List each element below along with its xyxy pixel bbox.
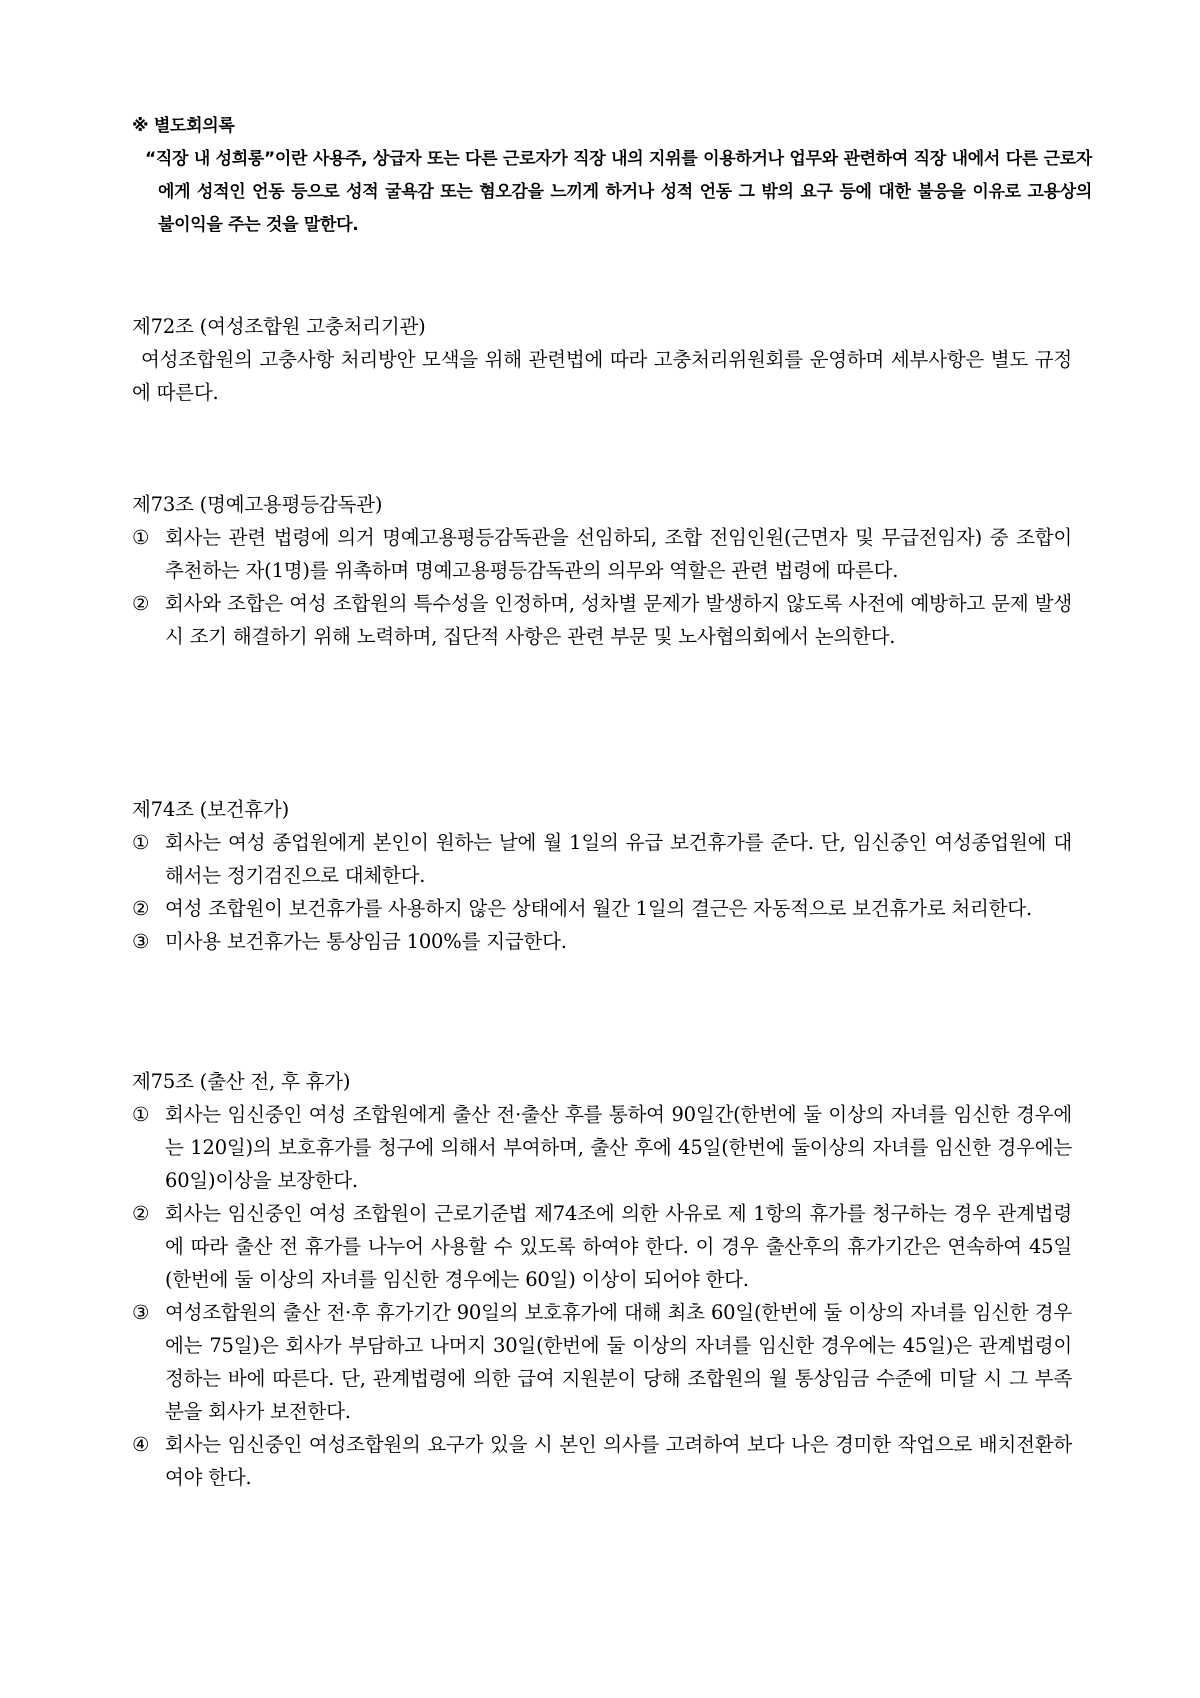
article-72 bbox=[132, 310, 1072, 409]
clause-item bbox=[132, 587, 1072, 653]
article-75 bbox=[132, 1065, 1072, 1494]
clause-number: ② bbox=[132, 897, 150, 920]
article-text: 여성조합원의 고충사항 처리방안 모색을 위해 관련법에 따라 고충처리위원회를 운영하며 세부사항은 별도 규정에 따른다. bbox=[132, 348, 1072, 404]
clause-item bbox=[132, 925, 1072, 958]
clause-item bbox=[132, 521, 1072, 587]
clause-number: ① bbox=[132, 1103, 150, 1126]
clause-text: 회사는 임신중인 여성 조합원에게 출산 전·출산 후를 통하여 90일간(한번에 둘 이상의 자녀를 임신한 경우에는 120일)의 보호휴가를 청구에 의해서 부여하며, 출산 후에 45일(한번에 둘이상의 자녀를 임신한 경우에는 60일)이상을 보장한다. bbox=[165, 1103, 1072, 1192]
note-body: “직장 내 성희롱”이란 사용주, 상급자 또는 다른 근로자가 직장 내의 지위를 이용하거나 업무와 관련하여 직장 내에서 다른 근로자에게 성적인 언동 등으로 성적 굴욕감 또는 혐오감을 느끼게 하거나 성적 언동 그 밖의 요구 등에 대한 불응을 이유로 고용상의 불이익을 주는 것을 말한다. bbox=[145, 149, 1092, 235]
clause-text: 회사는 임신중인 여성조합원의 요구가 있을 시 본인 의사를 고려하여 보다 나은 경미한 작업으로 배치전환하여야 한다. bbox=[165, 1433, 1072, 1489]
clause-number: ④ bbox=[132, 1433, 150, 1456]
clause-list bbox=[132, 826, 1072, 958]
article-74 bbox=[132, 793, 1072, 958]
clause-list bbox=[132, 521, 1072, 653]
clause-text: 회사는 관련 법령에 의거 명예고용평등감독관을 선임하되, 조합 전임인원(근면자 및 무급전임자) 중 조합이 추천하는 자(1명)를 위촉하며 명예고용평등감독관의 의무와 역할은 관련 법령에 따른다. bbox=[165, 526, 1072, 582]
clause-item bbox=[132, 1197, 1072, 1296]
clause-number: ① bbox=[132, 831, 150, 854]
clause-text: 회사는 임신중인 여성 조합원이 근로기준법 제74조에 의한 사유로 제 1항의 휴가를 청구하는 경우 관계법령에 따라 출산 전 휴가를 나누어 사용할 수 있도록 하여야 한다. 이 경우 출산후의 휴가기간은 연속하여 45일(한번에 둘 이상의 자녀를 임신한 경우에는 60일) 이상이 되어야 한다. bbox=[165, 1202, 1072, 1291]
clause-text: 회사와 조합은 여성 조합원의 특수성을 인정하며, 성차별 문제가 발생하지 않도록 사전에 예방하고 문제 발생시 조기 해결하기 위해 노력하며, 집단적 사항은 관련 부문 및 노사협의회에서 논의한다. bbox=[165, 592, 1072, 648]
clause-text: 미사용 보건휴가는 통상임금 100%를 지급한다. bbox=[165, 930, 567, 953]
article-heading: 제74조 (보건휴가) bbox=[132, 798, 290, 821]
article-73 bbox=[132, 488, 1072, 653]
article-heading: 제75조 (출산 전, 후 휴가) bbox=[132, 1070, 351, 1093]
note-title: ※ 별도회의록 bbox=[132, 116, 235, 136]
clause-number: ① bbox=[132, 526, 150, 549]
clause-text: 회사는 여성 종업원에게 본인이 원하는 날에 월 1일의 유급 보건휴가를 준다. 단, 임신중인 여성종업원에 대해서는 정기검진으로 대체한다. bbox=[165, 831, 1072, 887]
clause-list bbox=[132, 1098, 1072, 1494]
article-heading: 제73조 (명예고용평등감독관) bbox=[132, 493, 383, 516]
clause-item bbox=[132, 1296, 1072, 1428]
clause-number: ③ bbox=[132, 930, 150, 953]
clause-item bbox=[132, 826, 1072, 892]
article-heading: 제72조 (여성조합원 고충처리기관) bbox=[132, 315, 426, 338]
clause-item bbox=[132, 1428, 1072, 1494]
separate-minutes-note bbox=[132, 110, 1092, 242]
clause-item bbox=[132, 892, 1072, 925]
clause-text: 여성 조합원이 보건휴가를 사용하지 않은 상태에서 월간 1일의 결근은 자동적으로 보건휴가로 처리한다. bbox=[165, 897, 1032, 920]
clause-number: ② bbox=[132, 1202, 150, 1225]
clause-number: ③ bbox=[132, 1301, 150, 1324]
clause-text: 여성조합원의 출산 전·후 휴가기간 90일의 보호휴가에 대해 최초 60일(한번에 둘 이상의 자녀를 임신한 경우에는 75일)은 회사가 부담하고 나머지 30일(한번에 둘 이상의 자녀를 임신한 경우에는 45일)은 관계법령이 정하는 바에 따른다. 단, 관계법령에 의한 급여 지원분이 당해 조합원의 월 통상임금 수준에 미달 시 그 부족분을 회사가 보전한다. bbox=[165, 1301, 1072, 1423]
clause-number: ② bbox=[132, 592, 150, 615]
clause-item bbox=[132, 1098, 1072, 1197]
